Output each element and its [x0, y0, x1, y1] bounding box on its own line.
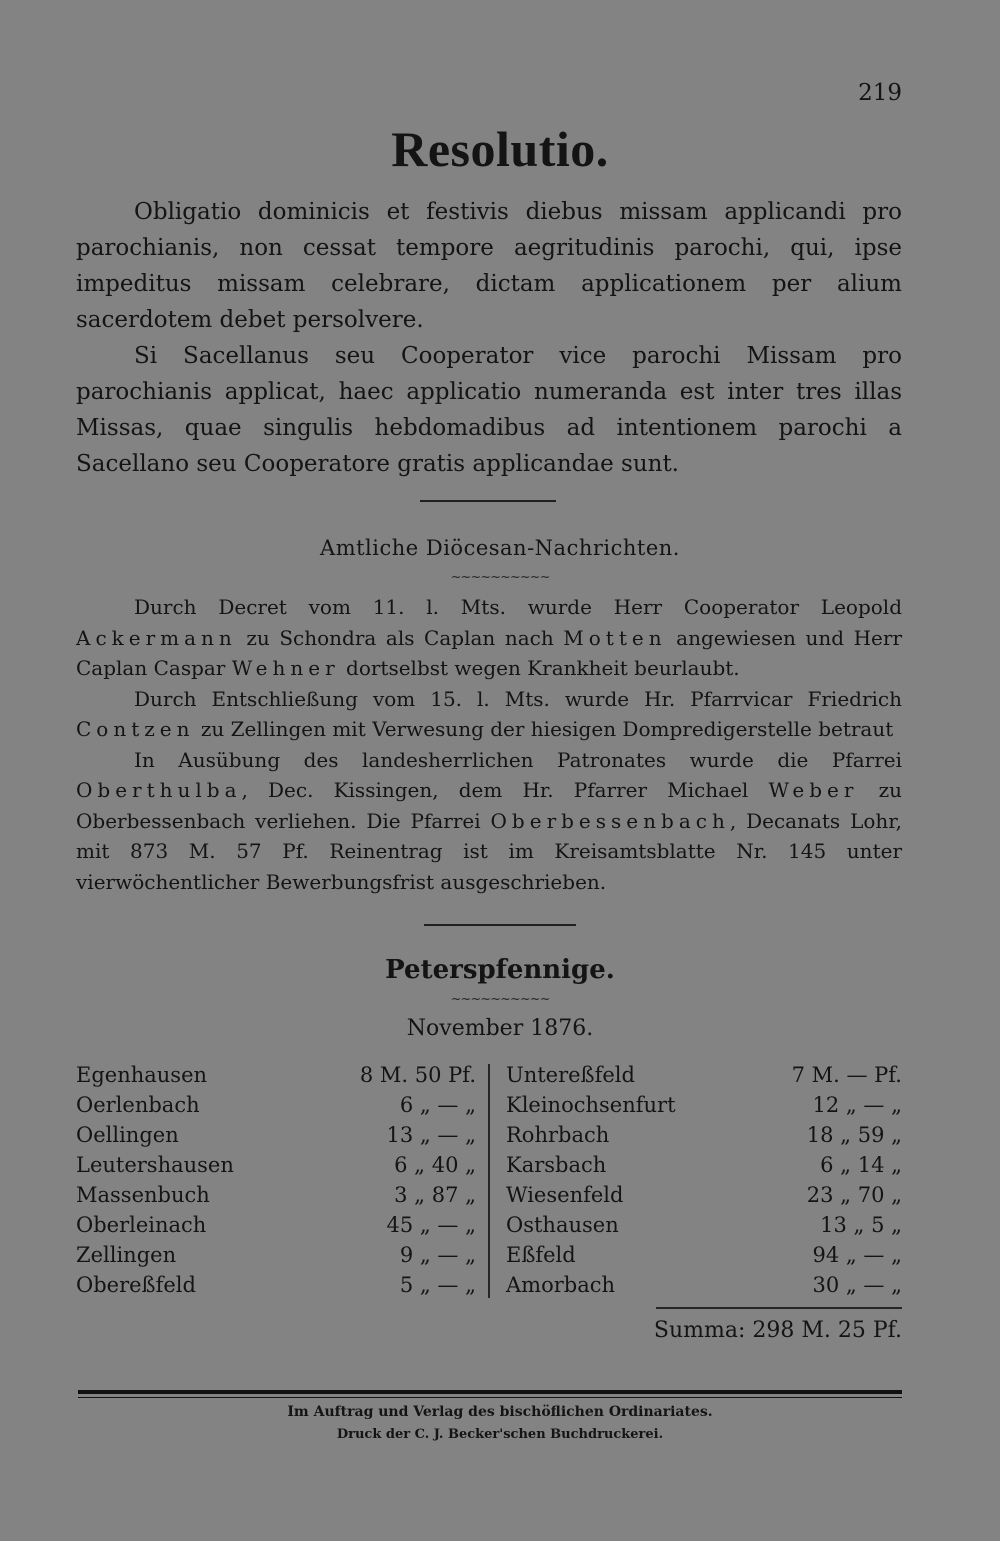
- imprint-printer: Druck der C. J. Becker'schen Buchdruckerei.: [336, 1427, 664, 1442]
- spaced-name: Ackermann: [76, 625, 237, 650]
- news-paragraph: [76, 684, 902, 745]
- list-item: [506, 1240, 902, 1270]
- amount: 8 M. 50 Pf.: [359, 1063, 476, 1087]
- resolutio-text: [76, 194, 902, 482]
- amount: 9 „ — „: [399, 1243, 476, 1267]
- text-run: , Decanats Lohr, mit 873 M. 57 Pf. Reinentrag ist im Kreisamtsblatte Nr. 145 unter vierwöchentlicher Bewerbungsfrist ausgeschrieben.: [76, 808, 902, 894]
- text-run: Durch Entschließung vom 15. l. Mts. wurde Hr. Pfarrvicar Friedrich: [134, 686, 902, 711]
- place-name: Rohrbach: [506, 1123, 610, 1147]
- spaced-name: Weber: [768, 778, 859, 802]
- amount: 94 „ — „: [812, 1243, 902, 1267]
- text-run: zu Zellingen mit Verwesung der hiesigen Dompredigerstelle betraut: [194, 717, 894, 741]
- list-item: [506, 1150, 902, 1180]
- section-divider: [424, 924, 576, 926]
- text-run: Durch Decret vom 11. l. Mts. wurde Herr Cooperator Leopold: [134, 595, 902, 619]
- place-name: Eßfeld: [506, 1243, 576, 1267]
- text-run: zu Schondra als Caplan nach: [236, 625, 564, 650]
- place-name: Zellingen: [76, 1243, 177, 1267]
- amount: 45 „ — „: [386, 1213, 476, 1237]
- place-name: Egenhausen: [76, 1063, 208, 1087]
- place-name: Oerlenbach: [76, 1093, 200, 1117]
- section-title: Resolutio.: [391, 121, 609, 177]
- list-item: [506, 1210, 902, 1240]
- section-divider: [420, 500, 556, 502]
- amount: 13 „ 5 „: [820, 1213, 902, 1237]
- text-run: In Ausübung des landesherrlichen Patronates wurde die Pfarrei: [134, 747, 902, 772]
- summa-total: Summa: 298 M. 25 Pf.: [653, 1318, 902, 1343]
- month-label: November 1876.: [406, 1016, 594, 1041]
- spaced-name: Oberbessenbach: [490, 808, 730, 833]
- resolutio-paragraph: Obligatio dominicis et festivis diebus missam applicandi pro parochianis, non cessat tempore aegritudinis parochi, qui, ipse impeditus missam celebrare, dictam applicationem per alium sacerdotem debet persolvere.: [76, 199, 902, 333]
- list-item: [76, 1270, 476, 1300]
- footer-rule: [78, 1390, 902, 1394]
- place-name: Massenbuch: [76, 1183, 210, 1207]
- amount: 5 „ — „: [399, 1273, 476, 1297]
- amount: 3 „ 87 „: [394, 1183, 476, 1207]
- place-name: Amorbach: [506, 1273, 616, 1297]
- news-text: [76, 592, 902, 897]
- column-divider: [488, 1064, 490, 1298]
- ornament: ~~~~~~~~~~: [450, 570, 550, 585]
- amount: 13 „ — „: [386, 1123, 476, 1147]
- place-name: Untereßfeld: [506, 1063, 635, 1087]
- text-run: , Dec. Kissingen, dem Hr. Pfarrer Michael: [241, 778, 769, 802]
- news-paragraph: [76, 592, 902, 684]
- sum-rule: [656, 1307, 902, 1309]
- imprint-publisher: Im Auftrag und Verlag des bischöflichen Ordinariates.: [287, 1404, 713, 1420]
- place-name: Oberleinach: [76, 1213, 207, 1237]
- spaced-name: Oberthulba: [76, 778, 242, 802]
- list-item: [76, 1090, 476, 1120]
- text-run: angewiesen und Herr Caplan Caspar: [76, 625, 903, 680]
- peterspfennige-heading: Peterspfennige.: [385, 955, 615, 985]
- news-paragraph: [76, 745, 902, 898]
- list-item: [506, 1270, 902, 1300]
- left-column: [76, 1060, 476, 1310]
- amount: 6 „ 40 „: [394, 1153, 476, 1177]
- text-run: dortselbst wegen Krankheit beurlaubt.: [339, 656, 740, 680]
- amount: 23 „ 70 „: [806, 1183, 902, 1207]
- place-name: Kleinochsenfurt: [506, 1093, 676, 1117]
- amount: 18 „ 59 „: [806, 1123, 902, 1147]
- spaced-name: Motten: [563, 625, 667, 650]
- spaced-name: Contzen: [76, 717, 195, 741]
- place-name: Osthausen: [506, 1213, 619, 1237]
- place-name: Obereßfeld: [76, 1273, 196, 1297]
- list-item: [506, 1120, 902, 1150]
- list-item: [76, 1240, 476, 1270]
- list-item: [76, 1180, 476, 1210]
- list-item: [506, 1180, 902, 1210]
- ornament: ~~~~~~~~~~: [450, 992, 550, 1007]
- page-number: 219: [858, 80, 902, 106]
- amount: 12 „ — „: [812, 1093, 902, 1117]
- place-name: Oellingen: [76, 1123, 179, 1147]
- list-item: [506, 1090, 902, 1120]
- list-item: [76, 1060, 476, 1090]
- amount: 6 „ — „: [399, 1093, 476, 1117]
- news-heading: Amtliche Diöcesan-Nachrichten.: [320, 536, 680, 560]
- amount: 30 „ — „: [812, 1273, 902, 1297]
- list-item: [76, 1150, 476, 1180]
- list-item: [506, 1060, 902, 1090]
- amount: 7 M. — Pf.: [791, 1063, 902, 1087]
- right-column: [506, 1060, 902, 1310]
- amount: 6 „ 14 „: [820, 1153, 902, 1177]
- place-name: Karsbach: [506, 1153, 607, 1177]
- place-name: Wiesenfeld: [506, 1183, 624, 1207]
- resolutio-paragraph: Si Sacellanus seu Cooperator vice parochi Missam pro parochianis applicat, haec applicatio numeranda est inter tres illas Missas, quae singulis hebdomadibus ad intentionem parochi a Sacellano seu Cooperatore gratis applicandae sunt.: [76, 343, 902, 477]
- place-name: Leutershausen: [76, 1153, 234, 1177]
- text-run: zu Oberbessenbach verliehen. Die Pfarrei: [76, 778, 902, 833]
- spaced-name: Wehner: [231, 656, 340, 680]
- list-item: [76, 1120, 476, 1150]
- footer-rule-thin: [78, 1397, 902, 1398]
- list-item: [76, 1210, 476, 1240]
